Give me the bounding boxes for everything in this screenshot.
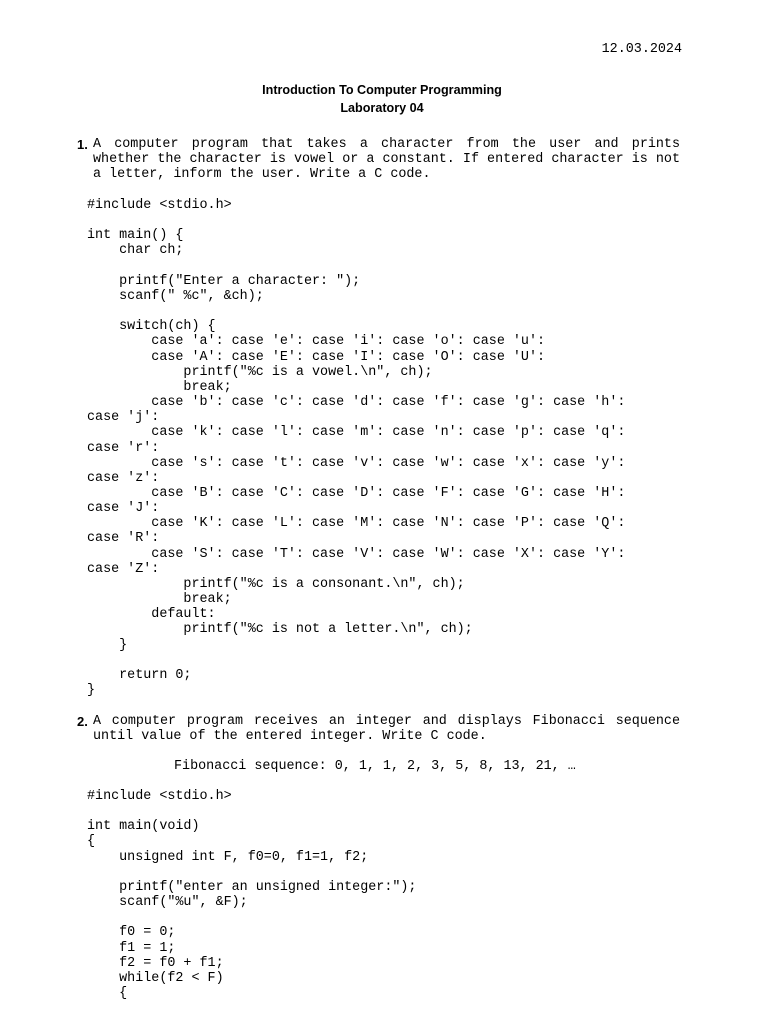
document-title: Introduction To Computer Programming	[262, 83, 502, 97]
question-2-text: A computer program receives an integer and displays Fibonacci sequence until value of the entered integer. Write C code.	[93, 714, 680, 745]
question-1-number: 1.	[77, 137, 88, 152]
question-1-text: A computer program that takes a character from the user and prints whether the character is vowel or a constant. If entered character is not a letter, inform the user. Write a C code.	[93, 137, 680, 183]
document-date: 12.03.2024	[601, 42, 682, 57]
question-1	[77, 137, 680, 183]
question-1-code: #include <stdio.h> int main() { char ch; printf("Enter a character: "); scanf(" %c", &ch); switch(ch) { case 'a': case 'e': case 'i': case 'o': case 'u': case 'A': case 'E': case 'I': case 'O': case 'U': printf("%c is a vowel.\n", ch); break; case 'b': case 'c': case 'd': case 'f': case 'g': case 'h': case 'j': case 'k': case 'l': case 'm': case 'n': case 'p': case 'q': case 'r': case 's': case 't': case 'v': case 'w': case 'x': case 'y': case 'z': case 'B': case 'C': case 'D': case 'F': case 'G': case 'H': case 'J': case 'K': case 'L': case 'M': case 'N': case 'P': case 'Q': case 'R': case 'S': case 'T': case 'V': case 'W': case 'X': case 'Y': case 'Z': printf("%c is a consonant.\n", ch); break; default: printf("%c is not a letter.\n", ch); } return 0; }	[87, 198, 626, 698]
question-2-number: 2.	[77, 714, 88, 729]
question-2-code: #include <stdio.h> int main(void) { unsigned int F, f0=0, f1=1, f2; printf("enter an unsigned integer:"); scanf("%u", &F); f0 = 0; f1 = 1; f2 = f0 + f1; while(f2 < F) {	[87, 789, 417, 1002]
question-2	[77, 714, 680, 744]
fibonacci-example: Fibonacci sequence: 0, 1, 1, 2, 3, 5, 8, 13, 21, …	[174, 759, 576, 774]
document-subtitle: Laboratory 04	[340, 101, 424, 115]
